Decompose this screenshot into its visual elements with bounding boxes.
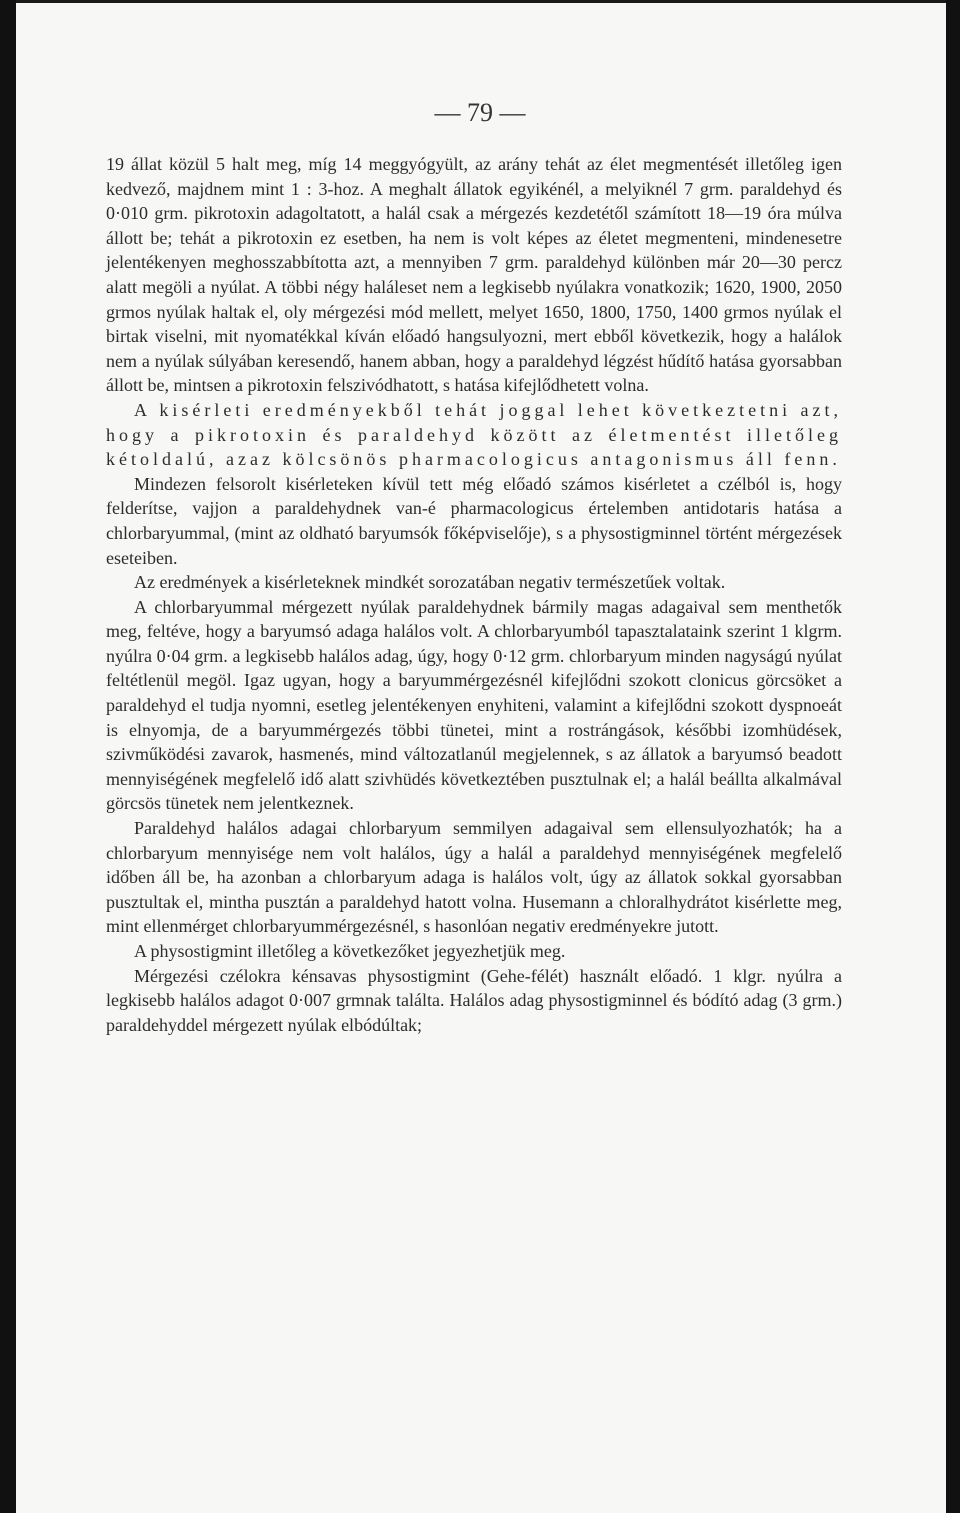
scan-left-edge bbox=[0, 0, 16, 1513]
paragraph: Mindezen felsorolt kisérleteken kívül tett még előadó számos kisérletet a czélból is, hogy felderítse, vajjon a paraldehydnek van-é pharmacologicus értelemben antidotaris hatása a chlorbaryummal, (mint az oldható baryumsók főképviselője), s a physostigminnel történt mérgezések eseteiben. bbox=[106, 473, 842, 568]
scan-right-edge bbox=[946, 0, 960, 1513]
paragraph: Az eredmények a kisérleteknek mindkét sorozatában negativ természetűek voltak. bbox=[134, 572, 726, 593]
paragraph-conclusion: A kisérleti eredményekből tehát joggal lehet következtetni azt, hogy a pikrotoxin és paraldehyd között az életmentést illetőleg kétoldalú, azaz kölcsönös pharmacologicus antagonismus áll fenn. bbox=[106, 399, 842, 470]
paragraph: Mérgezési czélokra kénsavas physostigmint (Gehe-félét) használt előadó. 1 klgr. nyúlra a legkisebb halálos adagot 0·007 grmnak találta. Halálos adag physostigminnel és bódító adag (3 grm.) paraldehyddel mérgezett nyúlak elbódúltak; bbox=[106, 965, 842, 1035]
paragraph: Paraldehyd halálos adagai chlorbaryum semmilyen adagaival sem ellensulyozhatók; ha a chlorbaryum mennyisége nem volt halálos, úgy a halál a paraldehyd mennyiségének megfelelő időben áll be, ha azonban a chlorbaryum adaga is halálos volt, úgy az állatok sokkal gyorsabban pusztultak el, mintha pusztán a paraldehyd hatott volna. Husemann a chloralhydrátot kisérlette meg, mint ellenmérget chlorbaryummérgezésnél, s hasonlóan negativ eredményekre jutott. bbox=[106, 818, 842, 937]
page-number: — 79 — bbox=[434, 98, 526, 127]
body-text bbox=[106, 152, 842, 1037]
paragraph: A physostigmint illetőleg a következőket jegyezhetjük meg. bbox=[134, 941, 566, 961]
paragraph: 19 állat közül 5 halt meg, míg 14 meggyógyült, az arány tehát az élet megmentését illetőleg igen kedvező, majdnem mint 1 : 3-hoz. A meghalt állatok egyikénél, a melyiknél 7 grm. paraldehyd és 0·010 grm. pikrotoxin adagoltatott, a halál csak a mérgezés kezdetétől számított 18—19 óra múlva állott be; tehát a pikrotoxin ez esetben, ha nem is volt képes az életet megmenteni, mindenesetre jelentékenyen meghosszabbította azt, a mennyiben 7 grm. paraldehyd különben már 20—30 percz alatt megöli a nyúlat. A többi négy haláleset nem a legkisebb nyúlakra vonatkozik; 1620, 1900, 2050 grmos nyúlak haltak el, oly mérgezési mód mellett, melyet 1650, 1800, 1750, 1400 grmos nyúlak el birtak viselni, mit nyomatékkal kíván előadó hangsulyozni, mert ebből következik, hogy a halálok nem a nyúlak súlyában keresendő, hanem abban, hogy a paraldehyd légzést hűdítő hatása gyorsabban állott be, mintsen a pikrotoxin felszivódhatott, s hatása kifejlődhetett volna. bbox=[106, 154, 842, 396]
paragraph: A chlorbaryummal mérgezett nyúlak paraldehydnek bármily magas adagaival sem menthetők meg, feltéve, hogy a baryumsó adaga halálos volt. A chlorbaryumból tapasztalataink szerint 1 klgrm. nyúlra 0·04 grm. a legkisebb halálos adag, úgy, hogy 0·12 grm. chlorbaryum minden nagyságú nyúlat feltétlenül megöl. Igaz ugyan, hogy a baryummérgezésnél kifejlődni szokott clonicus görcsöket a paraldehyd el tudja nyomni, esetleg jelentékenyen enyhiteni, valamint a kifejlődni szokott dyspnoeát is elnyomja, de a baryummérgezés többi tünetei, mint a rostrángások, későbbi izomhüdések, szivműködési zavarok, hasmenés, mind változatlanúl megjelennek, s az állatok a baryumsó beadott mennyiségének megfelelő idő alatt szivhüdés következtében pusztulnak el; a halál beálltа alkalmával görcsös tünetek nem jelentkeznek. bbox=[106, 596, 842, 814]
scan-top-edge bbox=[0, 0, 960, 3]
